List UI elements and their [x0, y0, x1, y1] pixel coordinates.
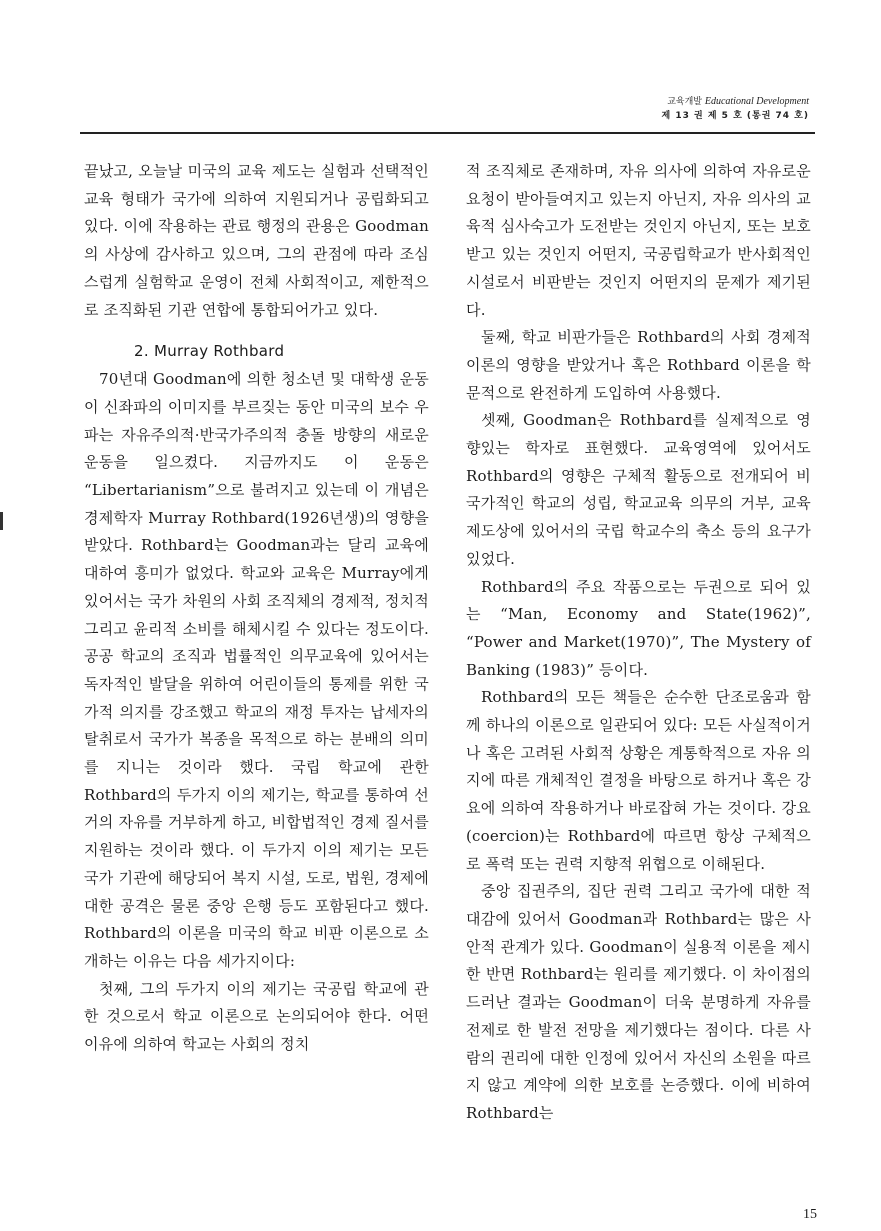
- left-paragraph-3: 첫째, 그의 두가지 이의 제기는 국공립 학교에 관한 것으로서 학교 이론으로 논의되어야 한다. 어떤 이유에 의하여 학교는 사회의 정치: [84, 979, 429, 1054]
- scan-artifact: [0, 512, 3, 530]
- left-paragraph-2: 70년대 Goodman에 의한 청소년 및 대학생 운동이 신좌파의 이미지를 부르짖는 동안 미국의 보수 우파는 자유주의적·반국가주의적 충돌 방향의 새로운 운동을 일으켰다. 지금까지도 이 운동은 “Libertarianism”으로 불려지고 있는데 이 개념은 경제학자 Murray Rothbard(1926년생)의 영향을 받았다. Rothbard는 Goodman과는 달리 교육에 대하여 흥미가 없었다. 학교와 교육은 Murray에게 있어서는 국가 차원의 사회 조직체의 경제적, 정치적 그리고 윤리적 소비를 해체시킬 수 있다는 정도이다. 공공 학교의 조직과 법률적인 의무교육에 있어서는 독자적인 발달을 위하여 어린이들의 통제를 위한 국가적 의지를 강조했고 학교의 재정 투자는 납세자의 탈취로서 국가가 복종을 목적으로 하는 분배의 의미를 지니는 것이라 했다. 국립 학교에 관한 Rothbard의 두가지 이의 제기는, 학교를 통하여 선거의 자유를 거부하게 하고, 비합법적인 경제 질서를 지원하는 것이라 했다. 이 두가지 이의 제기는 모든 국가 기관에 해당되어 복지 시설, 도로, 법원, 경제에 대한 공격은 물론 중앙 은행 등도 포함된다고 했다. Rothbard의 이론을 미국의 학교 비판 이론으로 소개하는 이유는 다음 세가지이다:: [84, 370, 429, 970]
- volume-info: 제 13 권 제 5 호 (통권 74 호): [661, 111, 809, 121]
- left-column: [84, 158, 429, 1059]
- left-paragraph-1: 끝났고, 오늘날 미국의 교육 제도는 실험과 선택적인 교육 형태가 국가에 의하여 지원되거나 공립화되고 있다. 이에 작용하는 관료 행정의 관용은 Goodman의 사상에 감사하고 있으며, 그의 관점에 따라 조심스럽게 실험학교 운영이 전체 사회적이고, 제한적으로 조직화된 기관 연합에 통합되어가고 있다.: [84, 162, 429, 319]
- right-paragraph-3: 셋째, Goodman은 Rothbard를 실제적으로 영향있는 학자로 표현했다. 교육영역에 있어서도 Rothbard의 영향은 구체적 활동으로 전개되어 비국가적인 학교의 성립, 학교교육 의무의 거부, 교육제도상에 있어서의 국립 학교수의 축소 등의 요구가 있었다.: [466, 411, 811, 568]
- page-number: 15: [803, 1207, 817, 1222]
- right-paragraph-2: 둘째, 학교 비판가들은 Rothbard의 사회 경제적 이론의 영향을 받았거나 혹은 Rothbard 이론을 학문적으로 완전하게 도입하여 사용했다.: [466, 328, 811, 402]
- right-paragraph-1: 적 조직체로 존재하며, 자유 의사에 의하여 자유로운 요청이 받아들여지고 있는지 아닌지, 자유 의사의 교육적 심사숙고가 도전받는 것인지 아닌지, 또는 보호받고 있는 것인지 어떤지, 국공립학교가 반사회적인 시설로서 비판받는 것인지 어떤지의 문제가 제기된다.: [466, 162, 811, 319]
- journal-title-ko: 교육개발: [667, 97, 702, 107]
- running-header: [662, 95, 809, 123]
- right-paragraph-4: Rothbard의 주요 작품으로는 두권으로 되어 있는 “Man, Economy and State(1962)”, “Power and Market(1970)”, The Mystery of Banking (1983)” 등이다.: [466, 577, 811, 679]
- header-rule: [80, 132, 815, 134]
- right-column: [466, 158, 811, 1128]
- right-paragraph-6: 중앙 집권주의, 집단 권력 그리고 국가에 대한 적대감에 있어서 Goodman과 Rothbard는 많은 사안적 관계가 있다. Goodman이 실용적 이론을 제시한 반면 Rothbard는 원리를 제기했다. 이 차이점의 드러난 결과는 Goodman이 더욱 분명하게 자유를 전제로 한 발전 전망을 제기했다는 점이다. 다른 사람의 권리에 대한 인정에 있어서 자신의 소원을 따르지 않고 계약에 의한 보호를 논증했다. 이에 비하여 Rothbard는: [466, 882, 811, 1122]
- section-heading: 2. Murray Rothbard: [134, 342, 285, 361]
- journal-title-en: Educational Development: [704, 96, 809, 107]
- right-paragraph-5: Rothbard의 모든 책들은 순수한 단조로움과 함께 하나의 이론으로 일관되어 있다: 모든 사실적이거나 혹은 고려된 사회적 상황은 계통학적으로 자유 의지에 따른 개체적인 결정을 바탕으로 하거나 혹은 강요에 의하여 작용하거나 바로잡혀 가는 것이다. 강요(coercion)는 Rothbard에 따르면 항상 구체적으로 폭력 또는 권력 지향적 위협으로 이해된다.: [466, 688, 811, 873]
